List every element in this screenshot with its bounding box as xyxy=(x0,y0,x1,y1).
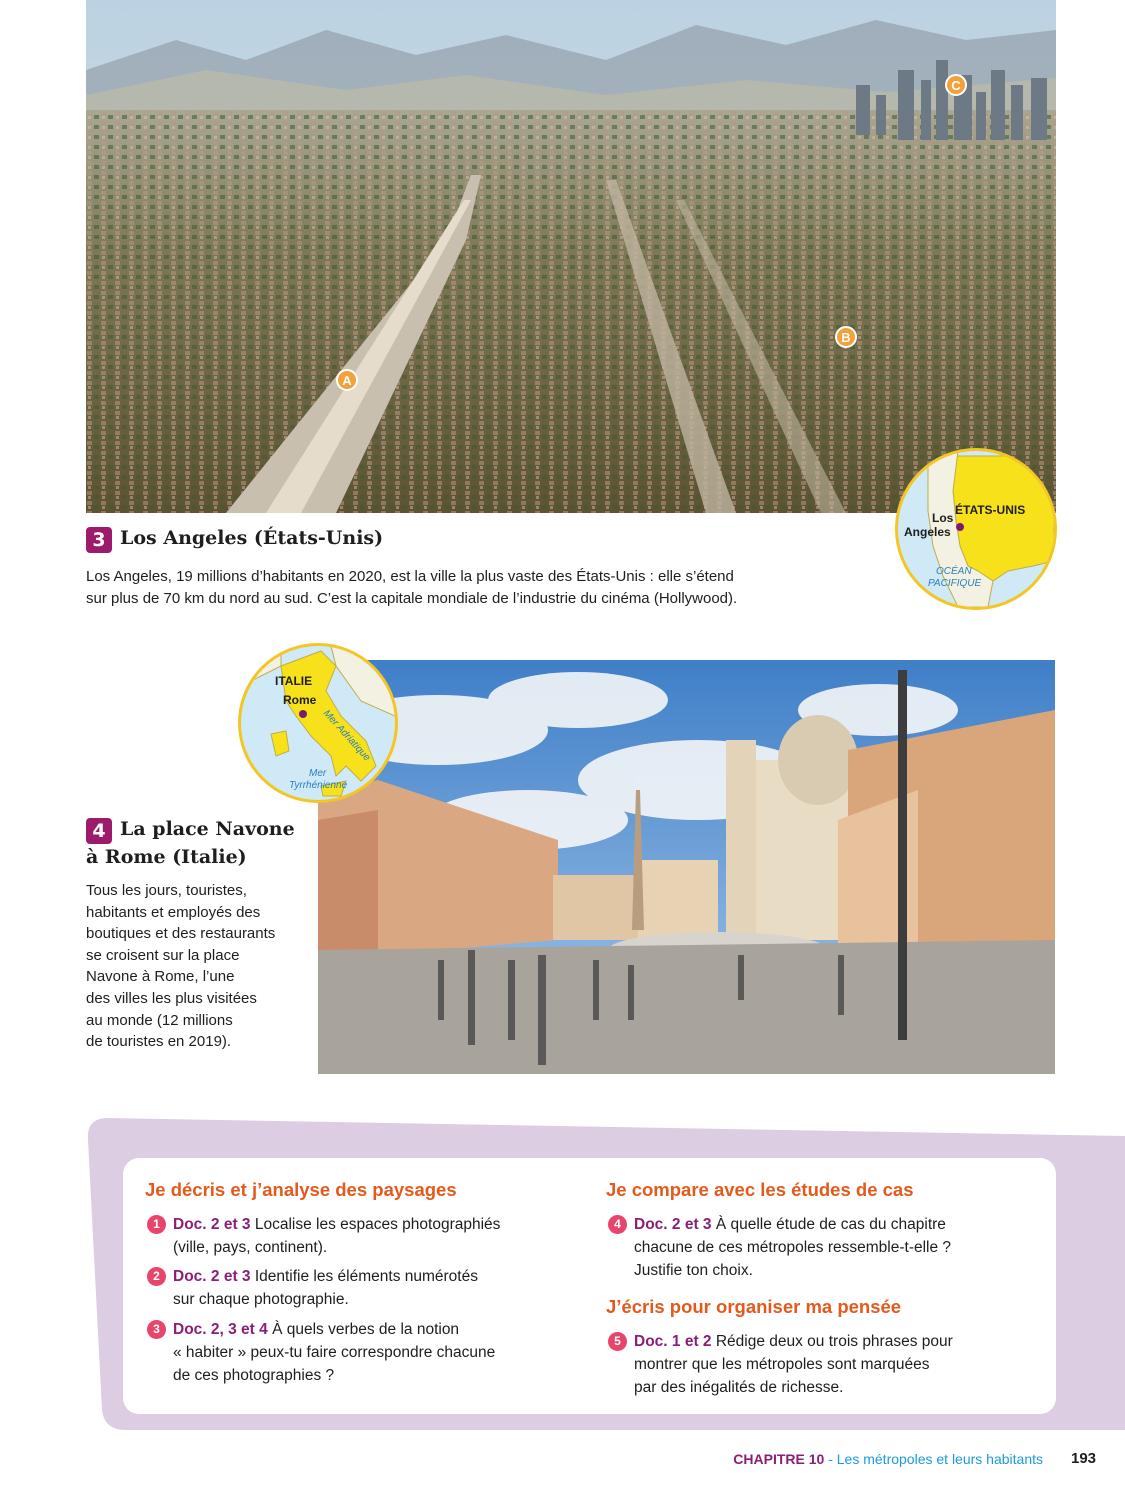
footer-separator: - xyxy=(824,1451,837,1467)
question-doc-ref: Doc. 2 et 3 xyxy=(173,1216,251,1233)
question-text-line3: Justifie ton choix. xyxy=(634,1262,753,1279)
footer-chapter-theme: Les métropoles et leurs habitants xyxy=(836,1451,1043,1467)
heading-write: J’écris pour organiser ma pensée xyxy=(606,1296,902,1317)
question-doc-ref: Doc. 1 et 2 xyxy=(634,1333,712,1350)
tyrrhenian-sea-label-line2: Tyrrhénienne xyxy=(289,780,348,791)
doc3-title-text: Los Angeles (États-Unis) xyxy=(120,527,384,550)
question-doc-ref: Doc. 2 et 3 xyxy=(634,1216,712,1233)
question-4 xyxy=(608,1213,1038,1282)
heading-describe-analyse: Je décris et j’analyse des paysages xyxy=(145,1179,457,1200)
adriatic-sea-label: Mer Adriatique xyxy=(320,708,373,764)
doc3-caption-line2: sur plus de 70 km du nord au sud. C’est la capitale mondiale de l’industrie du cinéma (Hollywood). xyxy=(86,590,738,607)
doc4-title-line2: à Rome (Italie) xyxy=(86,846,247,868)
italy-country-label: ITALIE xyxy=(275,674,313,688)
question-text-line2: sur chaque photographie. xyxy=(173,1291,349,1308)
rome-city-label: Rome xyxy=(283,693,317,707)
question-2 xyxy=(147,1265,577,1311)
question-text-line2: montrer que les métropoles sont marquées xyxy=(634,1356,930,1373)
doc4-caption-line: habitants et employés des xyxy=(86,903,261,921)
page-number: 193 xyxy=(1071,1450,1097,1467)
doc4-caption-line: Navone à Rome, l’une xyxy=(86,968,235,986)
question-number-badge: 4 xyxy=(608,1215,627,1234)
question-text-line1: À quels verbes de la notion xyxy=(267,1321,460,1338)
question-number-badge: 3 xyxy=(147,1320,166,1339)
usa-locator-map xyxy=(895,448,1057,610)
doc3-caption-line1: Los Angeles, 19 millions d’habitants en 2020, est la ville la plus vaste des États-Unis : elle s’étend xyxy=(86,568,734,585)
doc4-title-line1: La place Navone xyxy=(120,818,295,841)
footer-chapter-number: CHAPITRE 10 xyxy=(733,1451,825,1467)
question-text-line2: (ville, pays, continent). xyxy=(173,1239,328,1256)
question-1 xyxy=(147,1213,577,1259)
usa-country-label: ÉTATS-UNIS xyxy=(955,503,1026,517)
piazza-navona-photo xyxy=(318,660,1055,1074)
doc3-title xyxy=(86,527,383,553)
la-city-label-line2: Angeles xyxy=(904,525,951,539)
la-city-label-line1: Los xyxy=(932,511,954,525)
doc4-caption-line: Tous les jours, touristes, xyxy=(86,882,247,899)
question-text-line2: « habiter » peux-tu faire correspondre chacune xyxy=(173,1344,496,1361)
doc4-caption-line: boutiques et des restaurants xyxy=(86,925,276,943)
footer-chapter-title xyxy=(733,1451,1043,1467)
photo-marker-a: A xyxy=(336,369,358,391)
italy-locator-map xyxy=(238,643,398,803)
question-text-line1: Identifie les éléments numérotés xyxy=(250,1268,478,1285)
doc3-caption xyxy=(86,566,886,610)
doc4-caption-line: des villes les plus visitées xyxy=(86,989,257,1007)
question-text-line1: Localise les espaces photographiés xyxy=(250,1216,501,1233)
photo-marker-c: C xyxy=(945,74,967,96)
question-doc-ref: Doc. 2, 3 et 4 xyxy=(173,1321,268,1338)
doc4-caption-line: au monde (12 millions xyxy=(86,1011,233,1029)
doc4-number-badge: 4 xyxy=(86,818,112,844)
doc4-caption-line: se croisent sur la place xyxy=(86,946,240,964)
los-angeles-photo xyxy=(86,0,1056,513)
question-number-badge: 2 xyxy=(147,1267,166,1286)
photo-marker-b: B xyxy=(835,326,857,348)
question-number-badge: 5 xyxy=(608,1332,627,1351)
question-doc-ref: Doc. 2 et 3 xyxy=(173,1268,251,1285)
question-text-line2: chacune de ces métropoles ressemble-t-elle ? xyxy=(634,1239,952,1256)
pacific-ocean-label-line1: OCÉAN xyxy=(936,566,972,577)
question-text-line3: par des inégalités de richesse. xyxy=(634,1379,844,1396)
question-text-line3: de ces photographies ? xyxy=(173,1367,335,1384)
doc4-title xyxy=(86,818,306,868)
question-text-line1: Rédige deux ou trois phrases pour xyxy=(711,1333,953,1350)
question-3 xyxy=(147,1318,577,1387)
doc3-number-badge: 3 xyxy=(86,527,112,553)
doc4-caption xyxy=(86,880,311,1053)
question-text-line1: À quelle étude de cas du chapitre xyxy=(711,1216,946,1233)
heading-compare: Je compare avec les études de cas xyxy=(606,1179,914,1200)
tyrrhenian-sea-label-line1: Mer xyxy=(309,768,327,779)
question-number-badge: 1 xyxy=(147,1215,166,1234)
pacific-ocean-label-line2: PACIFIQUE xyxy=(928,578,982,589)
doc4-caption-line: de touristes en 2019). xyxy=(86,1033,232,1051)
question-5 xyxy=(608,1330,1038,1399)
